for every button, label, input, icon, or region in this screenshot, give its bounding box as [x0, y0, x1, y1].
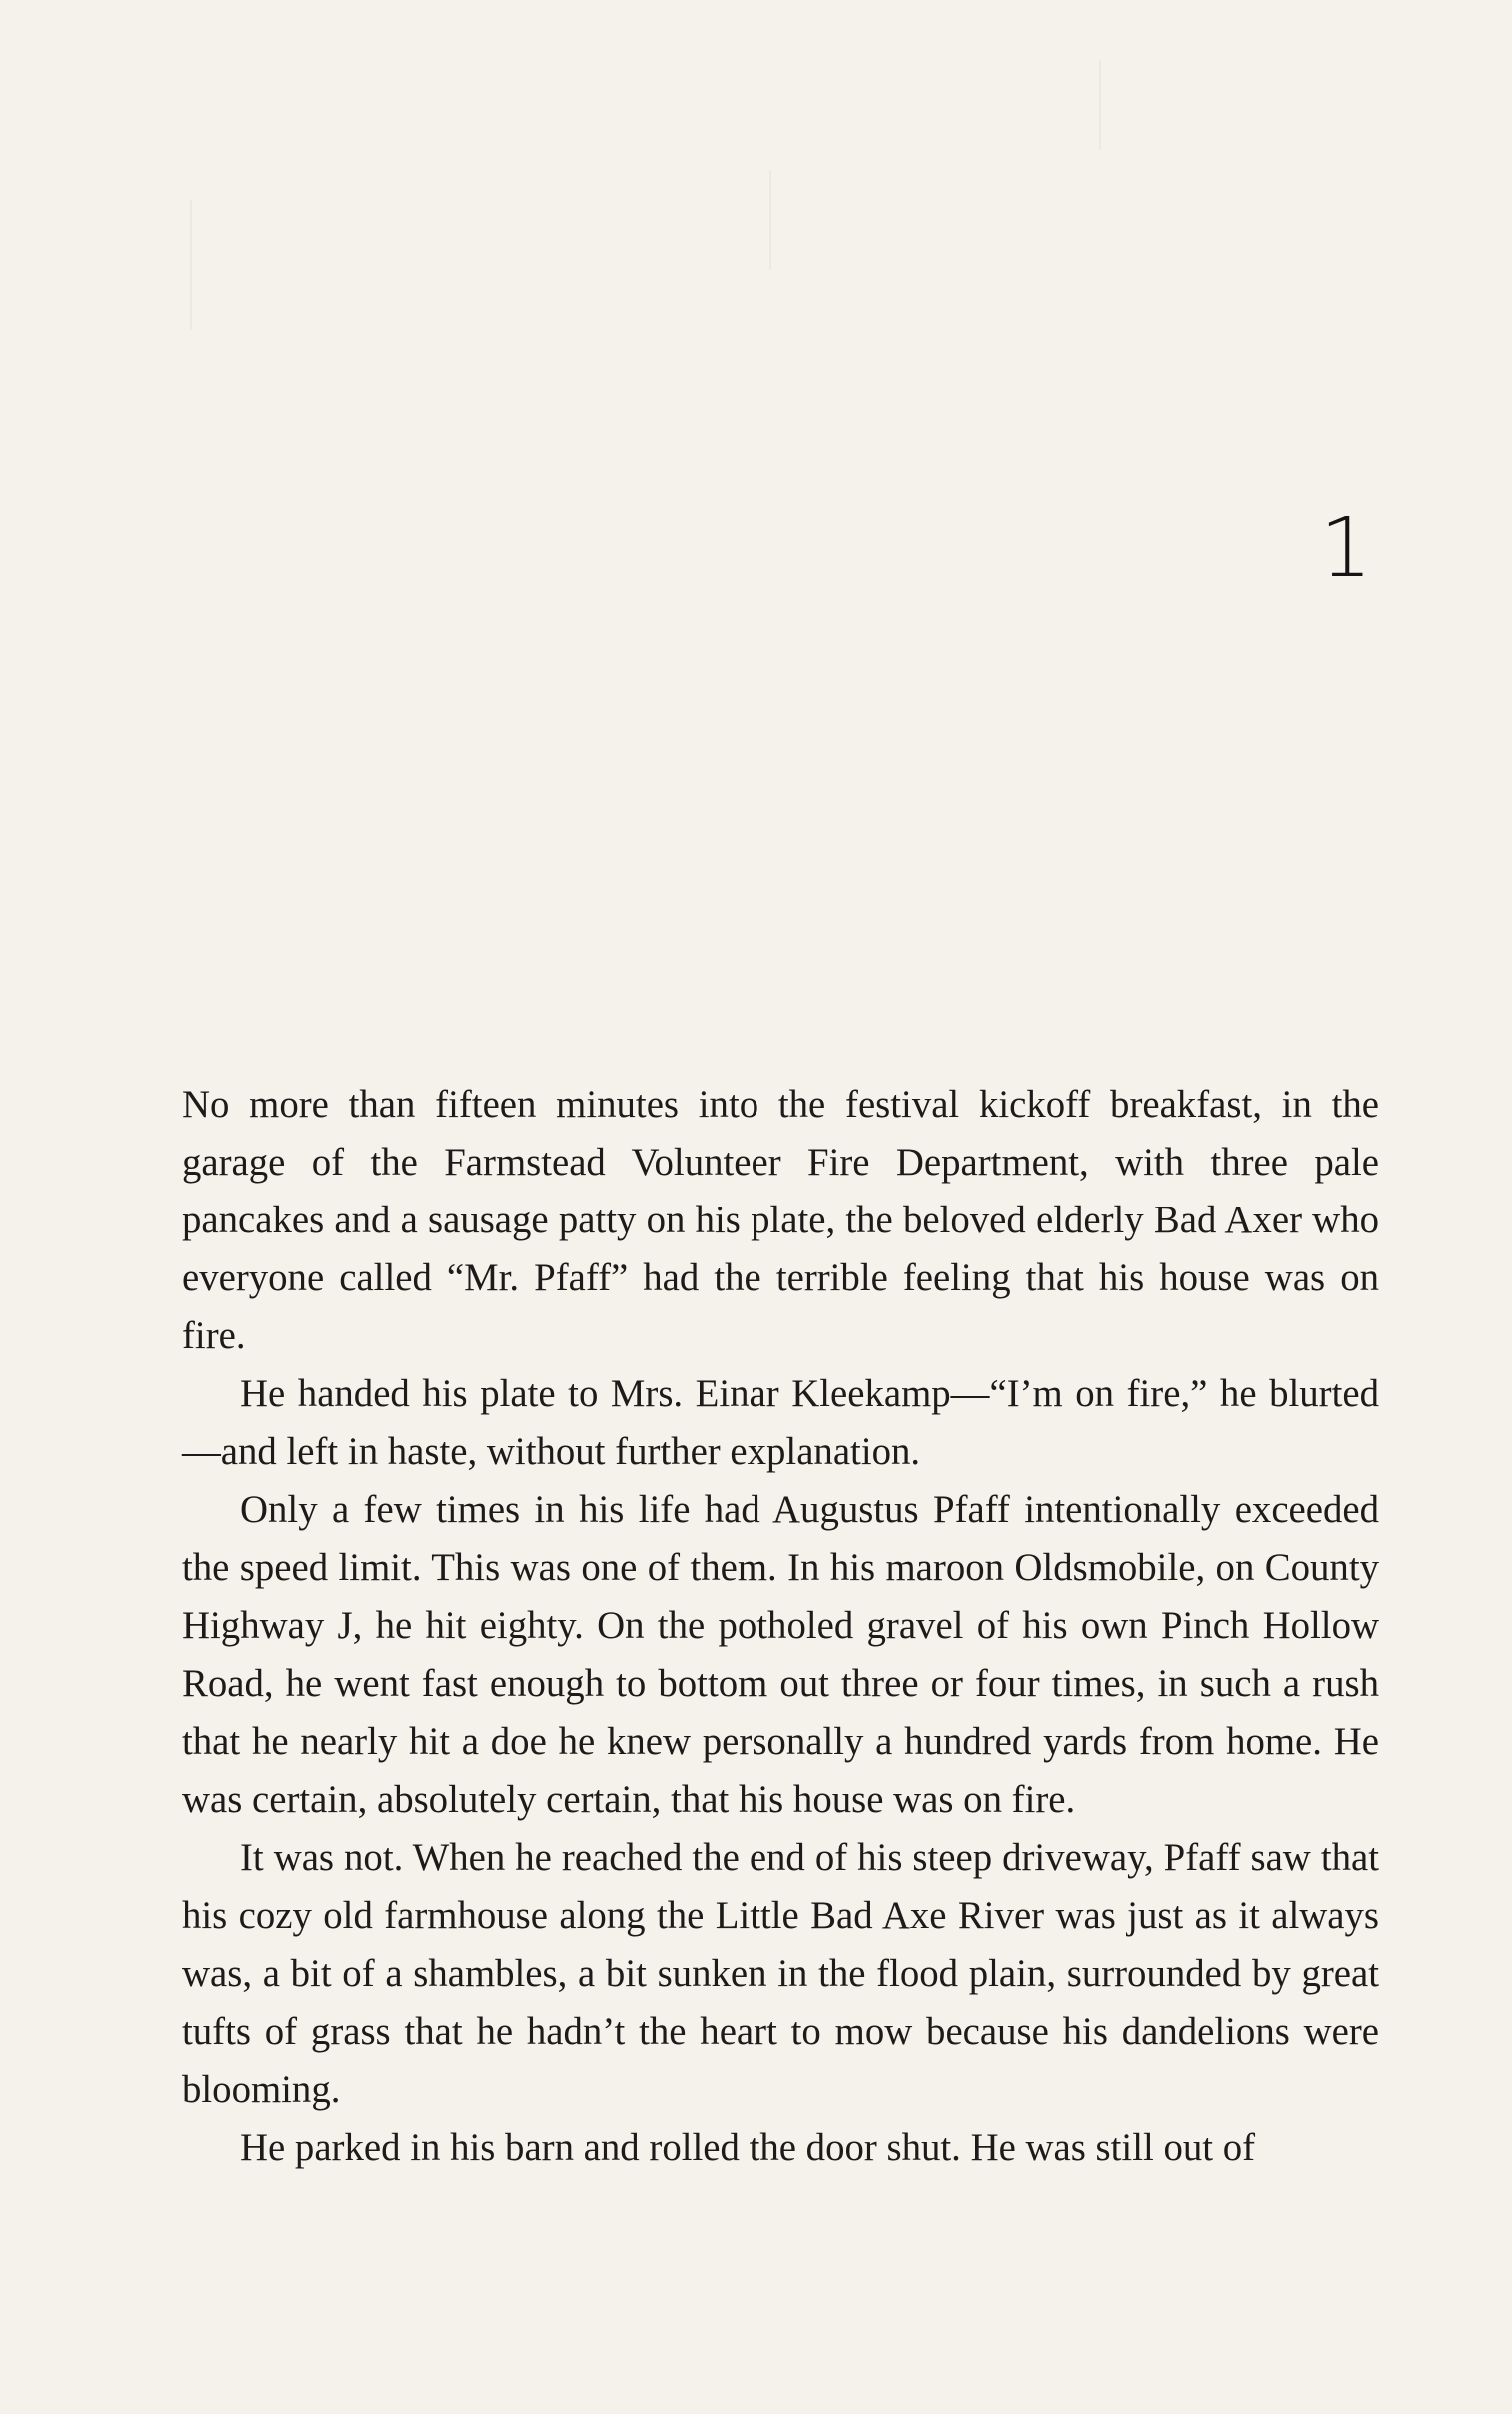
bleed-through-mark: [190, 200, 192, 330]
paragraph-5: He parked in his barn and rolled the door shut. He was still out of: [240, 2126, 1256, 2169]
paragraph-3: Only a few times in his life had Augustus Pfaff intentionally exceeded the speed limit. This was one of them. In his maroon Oldsmobile, on County Highway J, he hit eighty. On the potholed gravel of his own Pinch Hollow Road, he went fast enough to bottom out three or four times, in such a rush that he nearly hit a doe he knew personally a hundred yards from home. He was certain, absolutely certain, that his house was on fire.: [182, 1488, 1379, 1821]
paragraph-2: He handed his plate to Mrs. Einar Kleekamp—“I’m on fire,” he blurted—and left in haste, without further explanation.: [182, 1372, 1379, 1473]
bleed-through-mark: [1099, 60, 1101, 150]
paragraph-4: It was not. When he reached the end of his steep driveway, Pfaff saw that his cozy old farmhouse along the Little Bad Axe River was just as it always was, a bit of a shambles, a bit sunken in the flood plain, surrounded by great tufts of grass that he hadn’t the heart to mow because his dandelions were blooming.: [182, 1836, 1379, 2111]
bleed-through-mark: [769, 170, 771, 270]
chapter-number: 1: [1319, 501, 1372, 596]
paragraph-1: No more than fifteen minutes into the festival kickoff breakfast, in the garage of the Farmstead Volunteer Fire Department, with three pale pancakes and a sausage patty on his plate, the beloved elderly Bad Axer who everyone called “Mr. Pfaff” had the terrible feeling that his house was on fire.: [182, 1083, 1379, 1357]
chapter-body-text: [182, 1076, 1379, 2177]
